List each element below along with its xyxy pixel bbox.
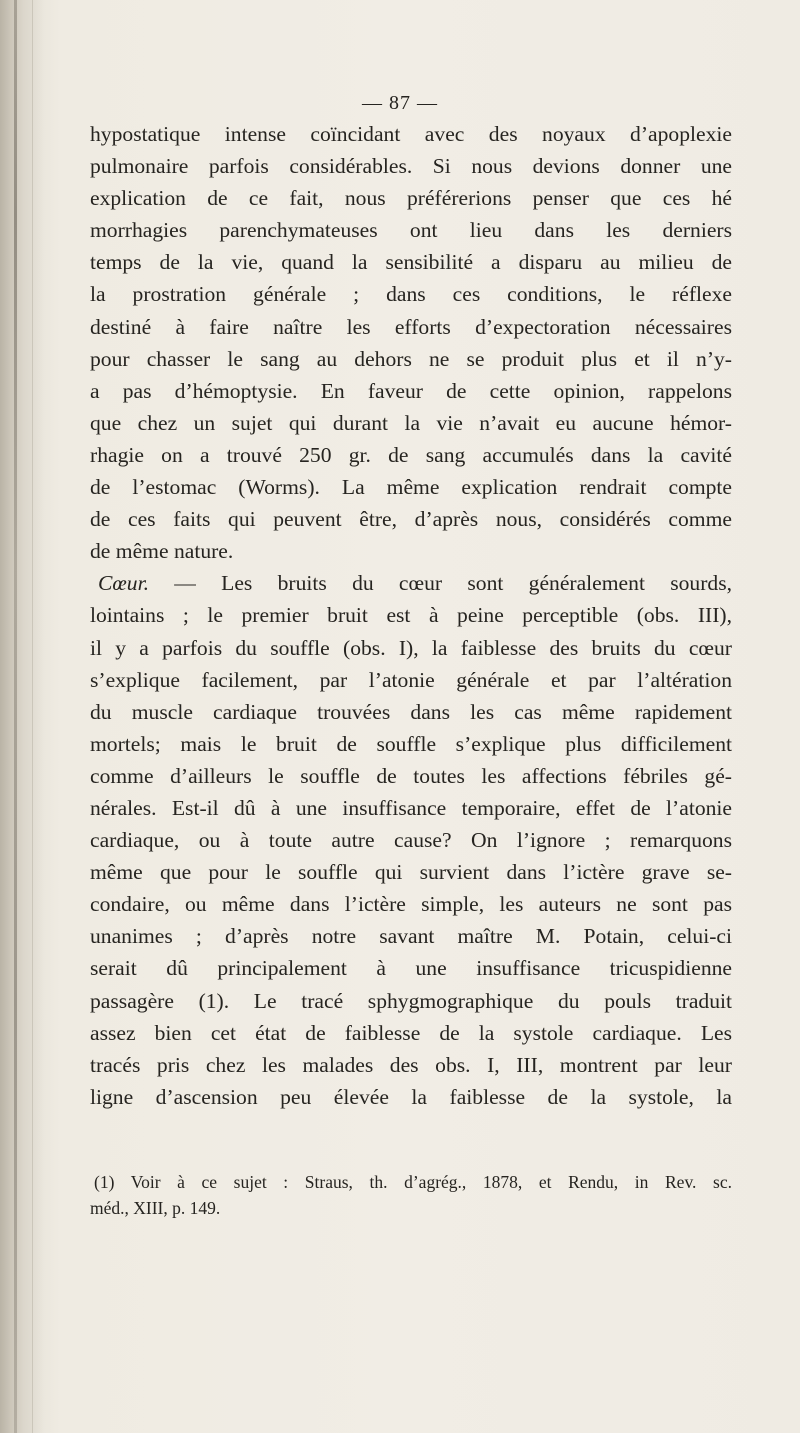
text-line: la prostration générale ; dans ces conditions, le réflexe bbox=[90, 282, 732, 307]
text-line: tracés pris chez les malades des obs. I, III, montrent par leur bbox=[90, 1052, 732, 1077]
text-line: assez bien cet état de faiblesse de la systole cardiaque. Les bbox=[90, 1020, 732, 1045]
text-line: de même nature. bbox=[90, 539, 234, 564]
text-line: cardiaque, ou à toute autre cause? On l’ignore ; remarquons bbox=[90, 828, 732, 853]
text-line: mortels; mais le bruit de souffle s’explique plus difficilement bbox=[90, 731, 732, 756]
text-line: unanimes ; d’après notre savant maître M. Potain, celui-ci bbox=[90, 924, 732, 949]
text-line: lointains ; le premier bruit est à peine perceptible (obs. III), bbox=[90, 603, 732, 628]
text-line: explication de ce fait, nous préférerions penser que ces hé bbox=[90, 186, 732, 211]
text-line: ligne d’ascension peu élevée la faiblesse de la systole, la bbox=[90, 1084, 732, 1109]
footnote-line: méd., XIII, p. 149. bbox=[90, 1198, 221, 1218]
binding-fold-line bbox=[32, 0, 33, 1433]
text-line: de l’estomac (Worms). La même explication rendrait compte bbox=[90, 475, 732, 500]
paragraph-coeur bbox=[90, 567, 732, 1113]
page-number: — 87 — bbox=[362, 92, 438, 114]
text-line: passagère (1). Le tracé sphygmographique du pouls traduit bbox=[90, 988, 732, 1013]
text-line: hypostatique intense coïncidant avec des noyaux d’apoplexie bbox=[90, 122, 732, 146]
text-line: condaire, ou même dans l’ictère simple, les auteurs ne sont pas bbox=[90, 892, 732, 917]
section-heading-coeur: Cœur. bbox=[98, 571, 150, 596]
text-line: de ces faits qui peuvent être, d’après nous, considérés comme bbox=[90, 507, 732, 532]
text-line: du muscle cardiaque trouvées dans les cas même rapidement bbox=[90, 699, 732, 724]
binding-shadow-line bbox=[14, 0, 17, 1433]
text-line: temps de la vie, quand la sensibilité a disparu au milieu de bbox=[90, 250, 732, 275]
text-line: s’explique facilement, par l’atonie générale et par l’altération bbox=[90, 667, 732, 692]
body-text bbox=[90, 118, 732, 1113]
text-line: que chez un sujet qui durant la vie n’avait eu aucune hémor- bbox=[90, 410, 732, 435]
text-line: nérales. Est-il dû à une insuffisance temporaire, effet de l’atonie bbox=[90, 795, 732, 820]
text-line: il y a parfois du souffle (obs. I), la faiblesse des bruits du cœur bbox=[90, 635, 732, 660]
paragraph-apoplexie bbox=[90, 118, 732, 567]
text-line: pour chasser le sang au dehors ne se produit plus et il n’y- bbox=[90, 346, 732, 371]
text-line: a pas d’hémoptysie. En faveur de cette opinion, rappelons bbox=[90, 378, 732, 403]
footnote-line: (1) Voir à ce sujet : Straus, th. d’agrég., 1878, et Rendu, in Rev. sc. bbox=[94, 1172, 732, 1192]
text-line: pulmonaire parfois considérables. Si nous devions donner une bbox=[90, 154, 732, 179]
text-line: même que pour le souffle qui survient dans l’ictère grave se- bbox=[90, 860, 732, 885]
text-line bbox=[90, 567, 732, 599]
text-line: rhagie on a trouvé 250 gr. de sang accumulés dans la cavité bbox=[90, 442, 732, 467]
text-line: serait dû principalement à une insuffisance tricuspidienne bbox=[90, 956, 732, 981]
text-line: morrhagies parenchymateuses ont lieu dans les derniers bbox=[90, 218, 732, 243]
binding-edge bbox=[0, 0, 44, 1433]
text-line: comme d’ailleurs le souffle de toutes les affections fébriles gé- bbox=[90, 763, 732, 788]
footnotes bbox=[90, 1169, 732, 1221]
text-line: destiné à faire naître les efforts d’expectoration nécessaires bbox=[90, 314, 732, 339]
text-line-rest: — Les bruits du cœur sont généralement sourds, bbox=[174, 571, 732, 596]
footnote bbox=[90, 1169, 732, 1221]
